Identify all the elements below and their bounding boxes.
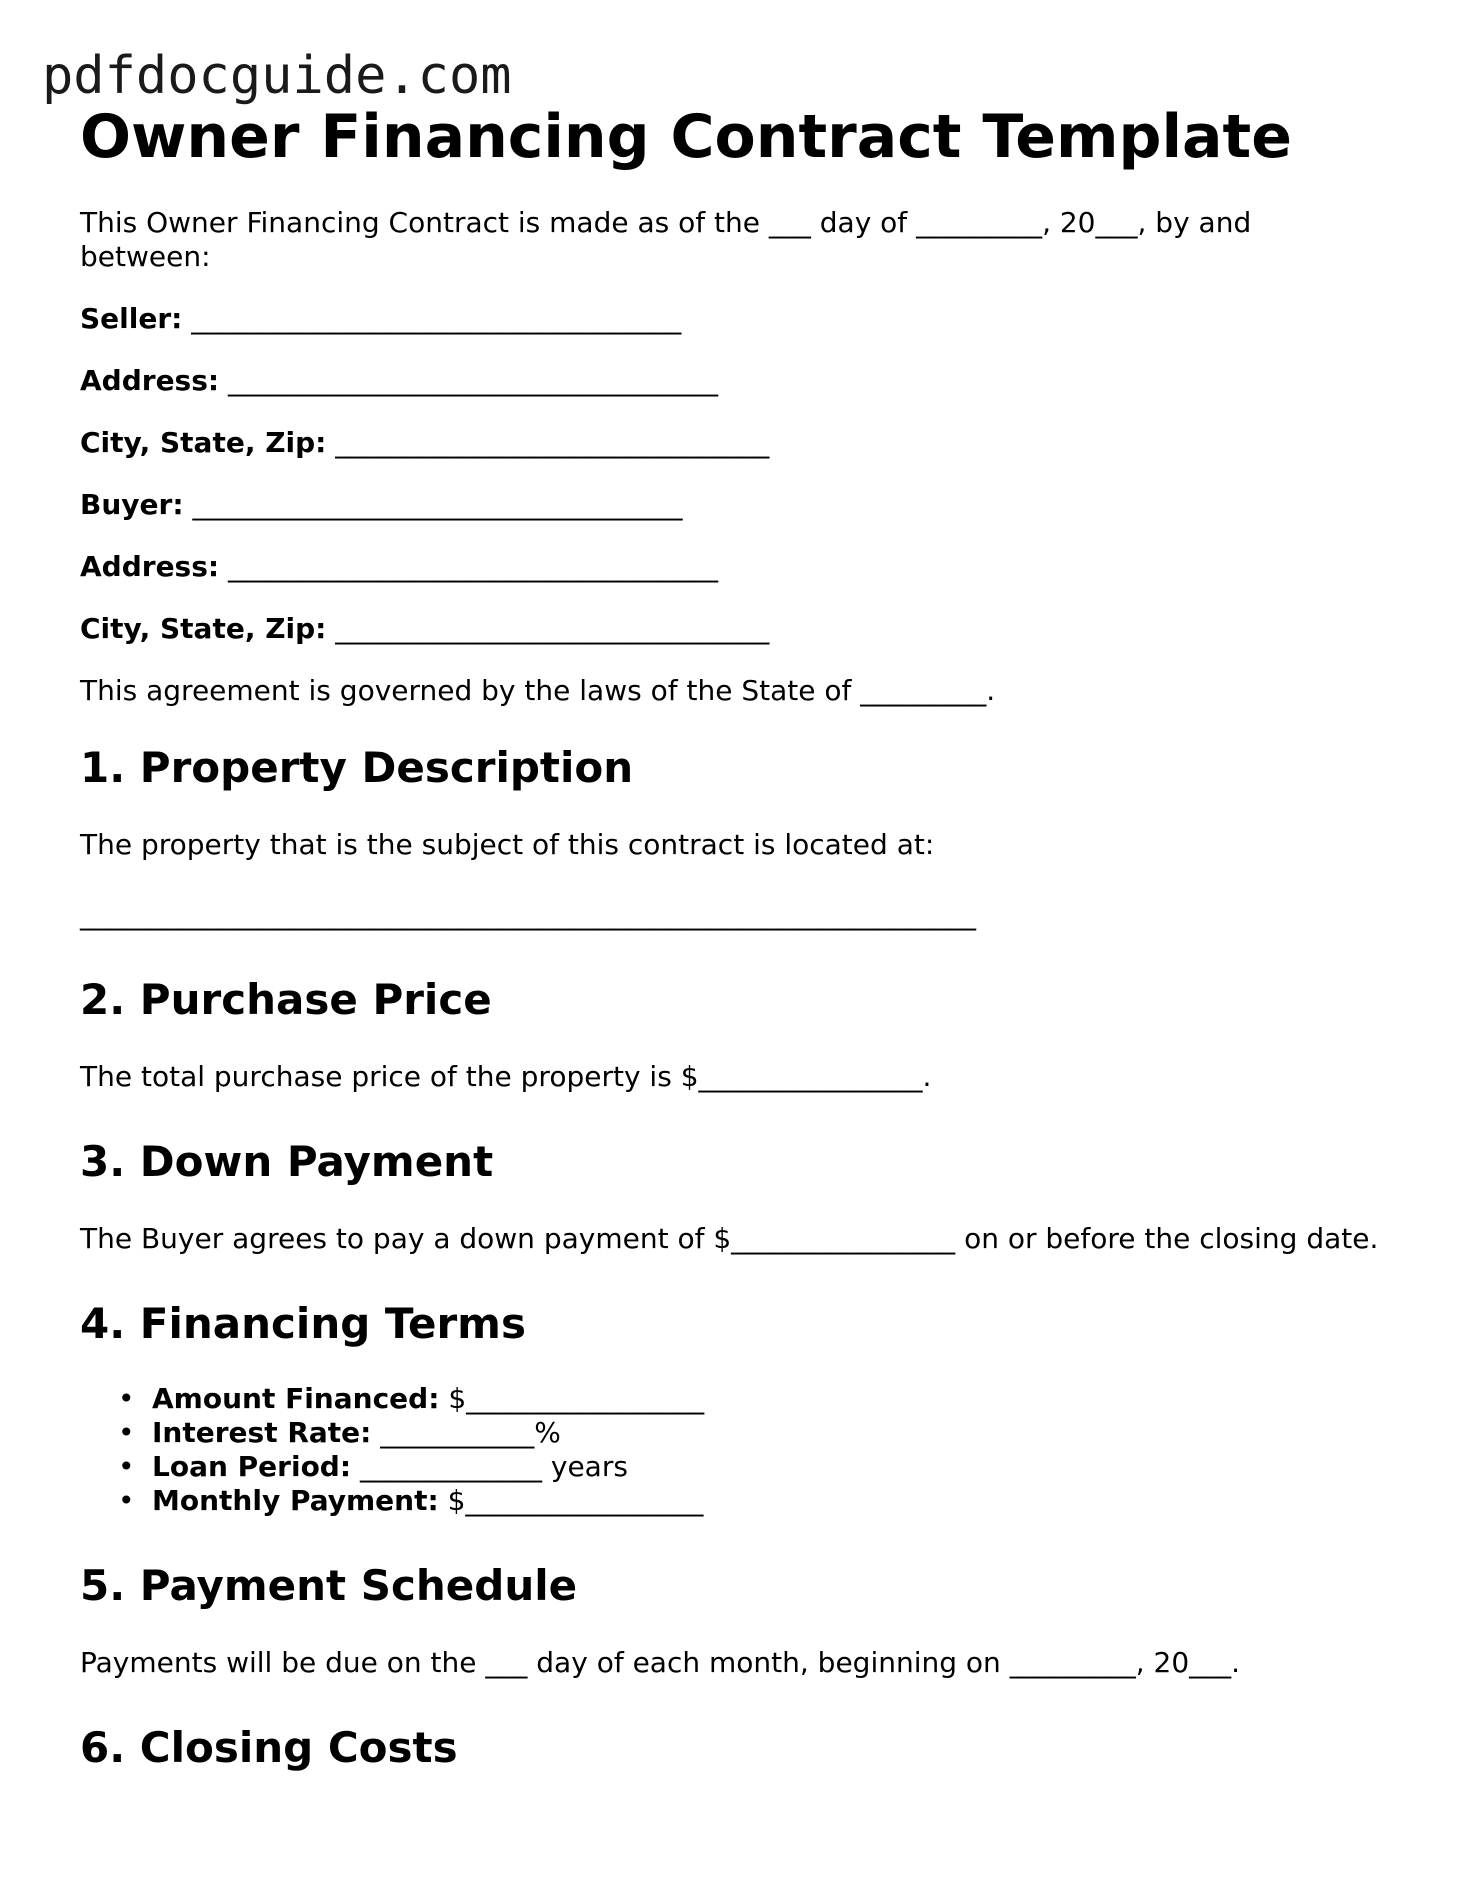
- buyer-field: [80, 488, 1380, 522]
- seller-address-field: [80, 364, 1380, 398]
- governing-law-text: This agreement is governed by the laws of the State of _________.: [80, 674, 996, 707]
- list-item: [118, 1484, 1380, 1518]
- section-heading-closing: 6. Closing Costs: [80, 1723, 458, 1772]
- term-label: Loan Period:: [152, 1450, 352, 1483]
- list-item: [118, 1416, 1380, 1450]
- term-blank[interactable]: $_________________: [448, 1382, 705, 1415]
- section-heading-down-payment: 3. Down Payment: [80, 1137, 494, 1186]
- property-address-line[interactable]: ________________________________________________________________: [80, 898, 976, 931]
- section-heading-financing: 4. Financing Terms: [80, 1299, 526, 1348]
- field-label: City, State, Zip:: [80, 612, 327, 645]
- down-payment-text: The Buyer agrees to pay a down payment of $________________ on or before the closing date.: [80, 1222, 1379, 1255]
- list-item: [118, 1450, 1380, 1484]
- term-blank[interactable]: ___________%: [380, 1416, 561, 1449]
- bullet-icon: •: [118, 1416, 135, 1449]
- bullet-icon: •: [118, 1382, 135, 1415]
- buyer-address-field: [80, 550, 1380, 584]
- field-blank[interactable]: ___________________________________: [228, 364, 718, 397]
- purchase-price-text: The total purchase price of the property is $________________.: [80, 1060, 932, 1093]
- field-label: Address:: [80, 550, 220, 583]
- term-label: Interest Rate:: [152, 1416, 372, 1449]
- intro-paragraph: This Owner Financing Contract is made as of the ___ day of _________, 20___, by and between:: [80, 206, 1252, 273]
- section-heading-schedule: 5. Payment Schedule: [80, 1561, 578, 1610]
- term-blank[interactable]: $_________________: [447, 1484, 704, 1517]
- field-blank[interactable]: ___________________________________: [192, 488, 683, 521]
- field-label: Seller:: [80, 302, 183, 335]
- financing-terms-list: [80, 1382, 1380, 1518]
- seller-city-state-zip-field: [80, 426, 1380, 460]
- term-blank[interactable]: _____________ years: [359, 1450, 628, 1483]
- term-label: Monthly Payment:: [152, 1484, 439, 1517]
- field-blank[interactable]: _______________________________: [335, 426, 770, 459]
- field-blank[interactable]: ___________________________________: [228, 550, 718, 583]
- field-blank[interactable]: ___________________________________: [191, 302, 682, 335]
- list-item: [118, 1382, 1380, 1416]
- term-label: Amount Financed:: [152, 1382, 440, 1415]
- bullet-icon: •: [118, 1450, 135, 1483]
- field-blank[interactable]: _______________________________: [335, 612, 770, 645]
- field-label: Address:: [80, 364, 220, 397]
- field-label: City, State, Zip:: [80, 426, 327, 459]
- document-body: [80, 100, 1380, 1774]
- page-title: Owner Financing Contract Template: [80, 102, 1292, 172]
- property-text: The property that is the subject of this contract is located at:: [80, 828, 935, 861]
- section-heading-property: 1. Property Description: [80, 743, 634, 792]
- buyer-city-state-zip-field: [80, 612, 1380, 646]
- section-heading-price: 2. Purchase Price: [80, 975, 492, 1024]
- payment-schedule-text: Payments will be due on the ___ day of each month, beginning on _________, 20___.: [80, 1646, 1241, 1679]
- bullet-icon: •: [118, 1484, 135, 1517]
- seller-field: [80, 302, 1380, 336]
- field-label: Buyer:: [80, 488, 184, 521]
- watermark-logo: pdfdocguide.com: [42, 46, 512, 106]
